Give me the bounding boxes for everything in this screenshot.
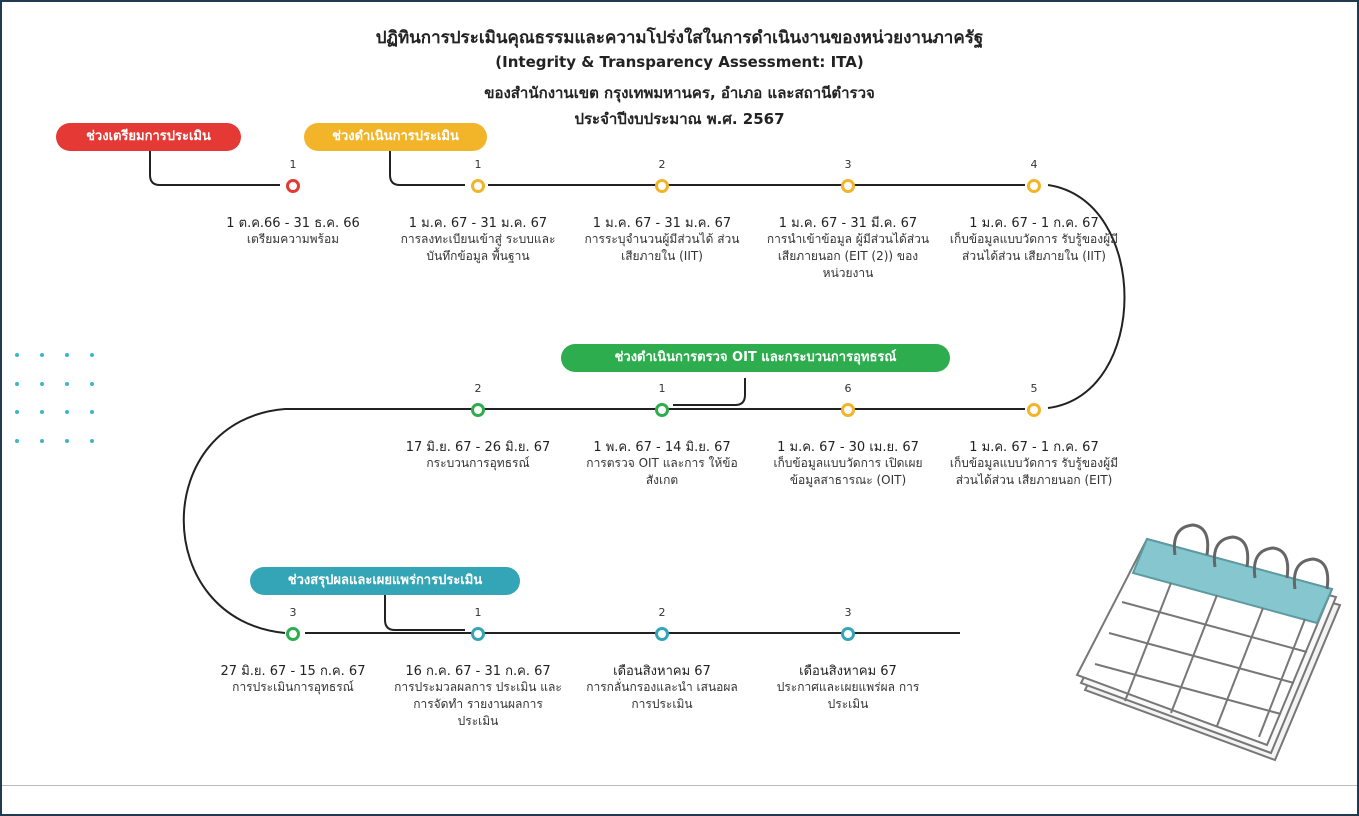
title-line-4: ประจำปีงบประมาณ พ.ศ. 2567: [574, 110, 785, 128]
step-date: 1 ม.ค. 67 - 31 มี.ค. 67: [778, 216, 918, 231]
phase-prep-badge: ช่วงเตรียมการประเมิน: [56, 123, 241, 151]
phase-oit-badge: ช่วงดำเนินการตรวจ OIT และกระบวนการอุทธรณ์: [561, 344, 950, 372]
step-date: 17 มิ.ย. 67 - 26 มิ.ย. 67: [405, 440, 551, 455]
title-line-1: ปฏิทินการประเมินคุณธรรมและความโปร่งใสในการดำเนินงานของหน่วยงานภาครัฐ: [375, 28, 984, 48]
step-number: 3: [844, 606, 852, 619]
step-date: 16 ก.ค. 67 - 31 ก.ค. 67: [405, 664, 551, 679]
step-number: 1: [658, 382, 666, 395]
step-number: 2: [658, 606, 666, 619]
step-node: [471, 403, 485, 417]
step-number: 1: [474, 606, 482, 619]
step-node: [1027, 179, 1041, 193]
step-date: 1 ม.ค. 67 - 31 ม.ค. 67: [592, 216, 732, 231]
step-description: การประมวลผลการ ประเมิน และการจัดทำ รายงานผลการประเมิน: [394, 680, 562, 728]
step-number: 2: [658, 158, 666, 171]
step-number: 5: [1030, 382, 1038, 395]
step-description: เก็บข้อมูลแบบวัดการ รับรู้ของผู้มีส่วนได้ส่วน เสียภายนอก (EIT): [949, 456, 1119, 487]
step-node: [655, 403, 669, 417]
bottom-separator: [2, 785, 1357, 786]
step-number: 2: [474, 382, 482, 395]
step-date: 1 พ.ค. 67 - 14 มิ.ย. 67: [593, 440, 731, 455]
step-number: 1: [474, 158, 482, 171]
step-node: [471, 179, 485, 193]
phase-summary-badge: ช่วงสรุปผลและเผยแพร่การประเมิน: [250, 567, 520, 595]
step-description: การประเมินการอุทธรณ์: [232, 680, 354, 694]
phase-run-badge: ช่วงดำเนินการประเมิน: [304, 123, 487, 151]
step-node: [286, 627, 300, 641]
connector-run: [390, 150, 465, 185]
step-description: เตรียมความพร้อม: [246, 232, 340, 246]
title-line-3: ของสำนักงานเขต กรุงเทพมหานคร, อำเภอ และสถานีตำรวจ: [484, 84, 875, 102]
title-line-2: (Integrity & Transparency Assessment: ITA): [495, 53, 864, 71]
step-number: 3: [844, 158, 852, 171]
step-date: 1 ม.ค. 67 - 31 ม.ค. 67: [408, 216, 548, 231]
left-arc: [184, 409, 285, 633]
step-date: เดือนสิงหาคม 67: [799, 664, 897, 679]
connector-prep: [150, 150, 280, 185]
step-number: 3: [289, 606, 297, 619]
step-description: การระบุจำนวนผู้มีส่วนได้ ส่วนเสียภายใน (IIT): [584, 232, 740, 263]
step-number: 6: [844, 382, 852, 395]
step-description: การตรวจ OIT และการ ให้ข้อสังเกต: [586, 456, 738, 487]
step-description: การนำเข้าข้อมูล ผู้มีส่วนได้ส่วนเสียภายนอก (EIT (2)) ของหน่วยงาน: [766, 232, 930, 280]
step-node: [841, 179, 855, 193]
step-date: 27 มิ.ย. 67 - 15 ก.ค. 67: [220, 664, 366, 679]
step-date: 1 ม.ค. 67 - 30 เม.ย. 67: [777, 440, 919, 455]
step-node: [1027, 403, 1041, 417]
step-description: ประกาศและเผยแพร่ผล การประเมิน: [776, 680, 920, 711]
step-description: การกลั่นกรองและนำ เสนอผลการประเมิน: [586, 680, 738, 711]
connector-oit: [673, 378, 745, 405]
step-number: 4: [1030, 158, 1038, 171]
step-date: เดือนสิงหาคม 67: [613, 664, 711, 679]
step-description: กระบวนการอุทธรณ์: [426, 456, 530, 470]
step-node: [655, 179, 669, 193]
step-date: 1 ต.ค.66 - 31 ธ.ค. 66: [226, 216, 360, 231]
step-number: 1: [289, 158, 297, 171]
step-node: [841, 403, 855, 417]
step-description: เก็บข้อมูลแบบวัดการ เปิดเผยข้อมูลสาธารณะ (OIT): [773, 456, 923, 487]
step-date: 1 ม.ค. 67 - 1 ก.ค. 67: [969, 440, 1099, 455]
connector-summary: [385, 595, 465, 630]
step-node: [655, 627, 669, 641]
step-node: [841, 627, 855, 641]
step-description: เก็บข้อมูลแบบวัดการ รับรู้ของผู้มีส่วนได้ส่วน เสียภายใน (IIT): [949, 232, 1119, 263]
step-description: การลงทะเบียนเข้าสู่ ระบบและบันทึกข้อมูล พื้นฐาน: [400, 232, 556, 263]
step-node: [286, 179, 300, 193]
calendar-icon: [1065, 515, 1350, 770]
step-date: 1 ม.ค. 67 - 1 ก.ค. 67: [969, 216, 1099, 231]
step-node: [471, 627, 485, 641]
